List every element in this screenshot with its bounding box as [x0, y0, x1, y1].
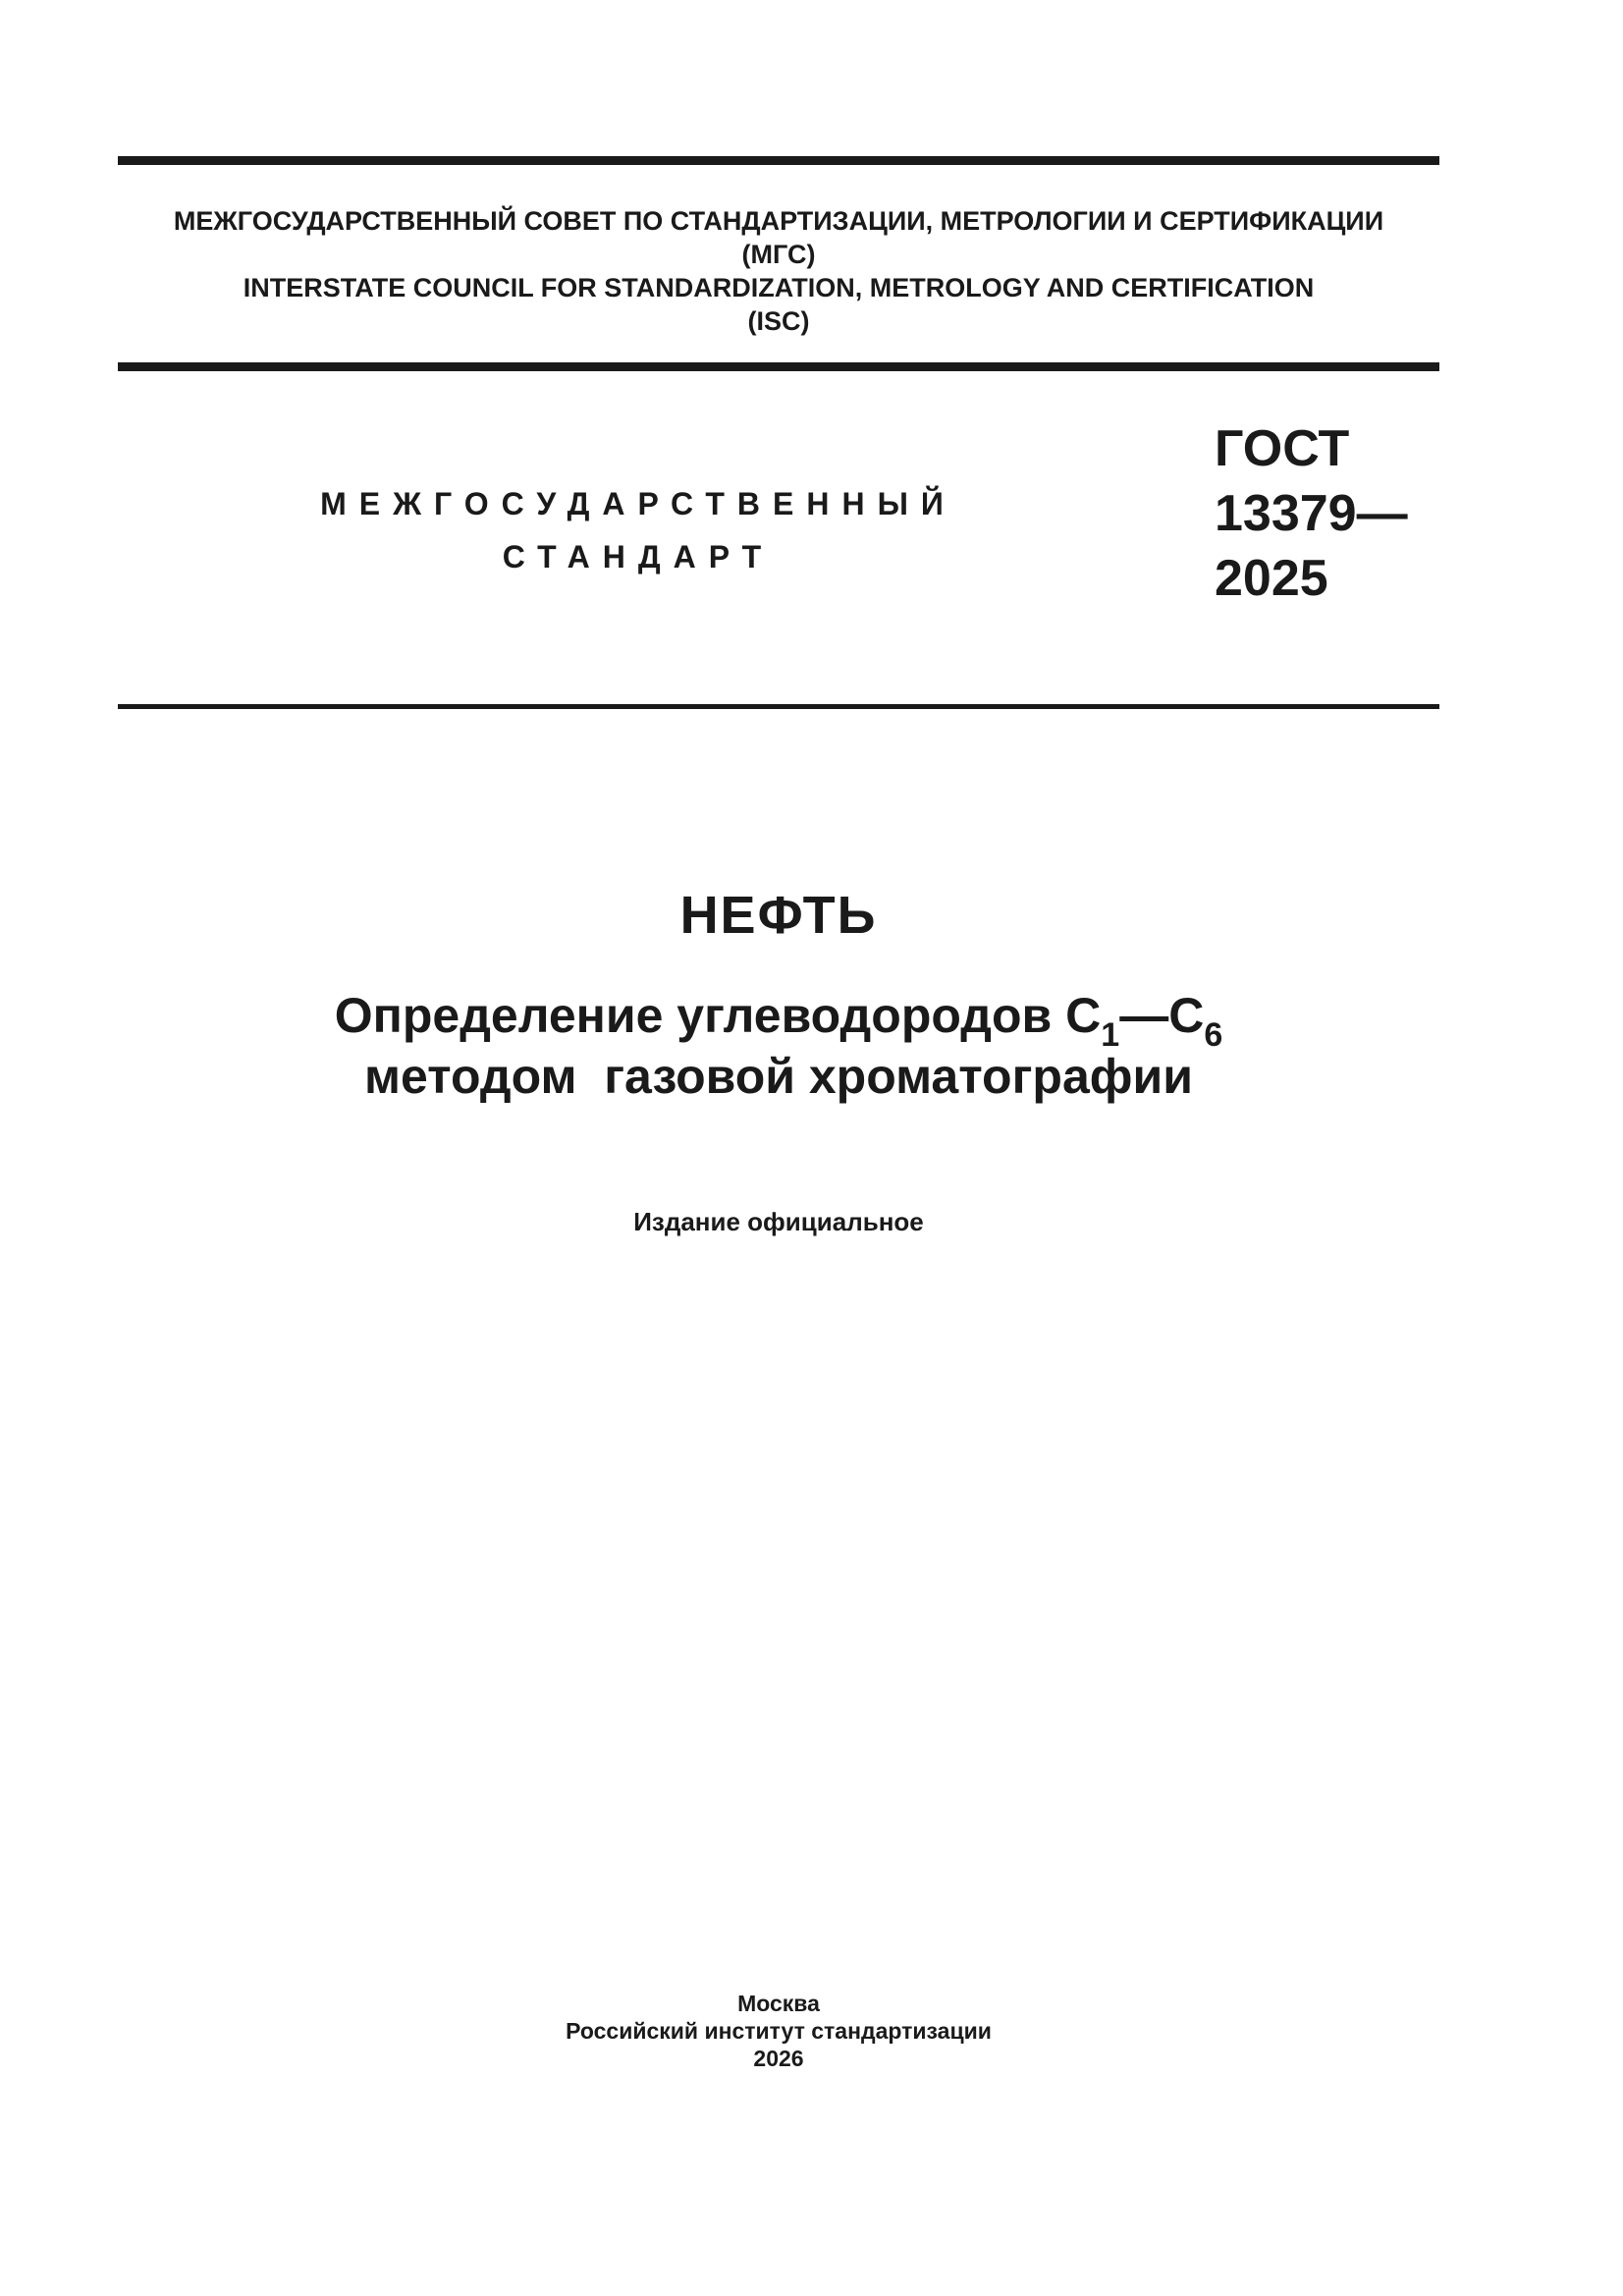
council-name-en: INTERSTATE COUNCIL FOR STANDARDIZATION, METROLOGY AND CERTIFICATION	[243, 273, 1315, 302]
edition-note: Издание официальное	[633, 1207, 924, 1236]
standard-designation	[1215, 416, 1408, 611]
council-name-ru: МЕЖГОСУДАРСТВЕННЫЙ СОВЕТ ПО СТАНДАРТИЗАЦИИ, МЕТРОЛОГИИ И СЕРТИФИКАЦИИ	[173, 206, 1384, 236]
subtitle-line1-text: Определение углеводородов С	[334, 988, 1102, 1043]
designation-year: 2025	[1215, 550, 1328, 607]
document-title: НЕФТЬ	[679, 886, 878, 945]
standard-kind	[295, 477, 982, 583]
standard-kind-line1: МЕЖГОСУДАРСТВЕННЫЙ	[320, 486, 956, 521]
publisher-city: Москва	[737, 1991, 820, 2016]
designation-number: 13379—	[1215, 485, 1408, 542]
publisher-block	[118, 1990, 1439, 2072]
council-abbr-ru: (МГС)	[741, 240, 816, 269]
subtitle-subscript-6: 6	[1204, 1016, 1223, 1054]
subtitle-line2: методом газовой хроматографии	[363, 1049, 1194, 1104]
top-rule	[118, 156, 1439, 165]
document-subtitle	[118, 985, 1439, 1107]
header-bottom-rule	[118, 362, 1439, 371]
publisher-name: Российский институт стандартизации	[566, 2018, 992, 2044]
standard-kind-line2: СТАНДАРТ	[502, 539, 775, 574]
council-header	[118, 204, 1439, 338]
designation-prefix: ГОСТ	[1215, 420, 1350, 477]
subtitle-line1-dash: —С	[1119, 988, 1205, 1043]
subtitle-line1	[118, 985, 1439, 1054]
publisher-year: 2026	[753, 2046, 804, 2071]
council-abbr-en: (ISC)	[747, 306, 810, 336]
subtitle-subscript-1: 1	[1101, 1016, 1120, 1054]
designation-bottom-rule	[118, 704, 1439, 709]
